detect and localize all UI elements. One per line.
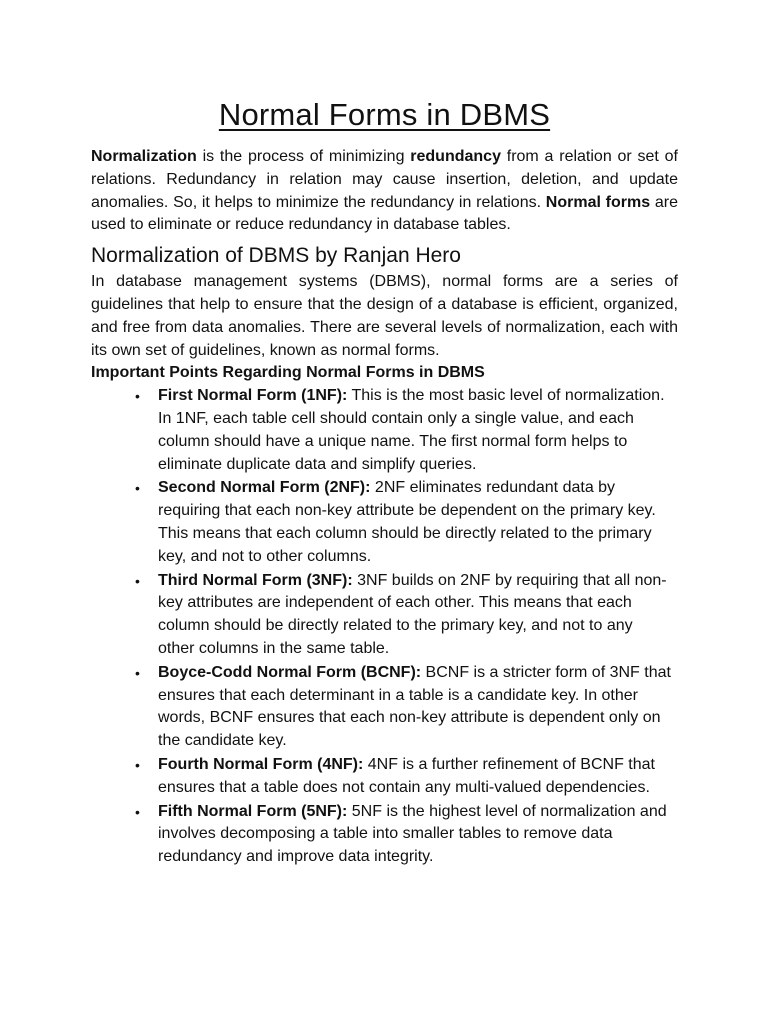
point-label: Fourth Normal Form (4NF): <box>158 755 364 773</box>
point-text: BCNF is a stricter form of 3NF that ensures that each determinant in a table is a candidate key. In other words, BCNF ensures that each non-key attribute is dependent only on the candidate key. <box>158 663 671 750</box>
intro-text-3: are used to eliminate or reduce redundancy in database tables. <box>91 193 678 234</box>
document-page <box>91 96 678 869</box>
list-item-4nf <box>135 754 678 800</box>
point-text: 2NF eliminates redundant data by requiring that each non-key attribute be dependent on the primary key. This means that each column should be directly related to the primary key, and not to other columns. <box>158 479 656 565</box>
intro-paragraph <box>91 146 678 237</box>
bullet-icon: • <box>135 388 140 405</box>
intro-text-1: is the process of minimizing <box>196 148 411 165</box>
intro-text-2: from a relation or set of relations. Redundancy in relation may cause insertion, deletion, and update anomalies. So, it helps to minimize the redundancy in relations. <box>91 148 679 211</box>
bullet-icon: • <box>135 756 140 773</box>
list-item-2nf <box>135 477 678 568</box>
point-label: Fifth Normal Form (5NF): <box>158 802 348 820</box>
point-text: 3NF builds on 2NF by requiring that all non-key attributes are independent of each other. This means that each column should be directly related to the primary key, and not to any other columns in the same table. <box>158 571 667 657</box>
list-item-bcnf <box>135 662 678 753</box>
page-title: Normal Forms in DBMS <box>218 97 551 132</box>
bullet-icon: • <box>135 664 140 681</box>
intro-term-normalization: Normalization <box>91 148 197 165</box>
points-subheading: Important Points Regarding Normal Forms in DBMS <box>91 364 485 382</box>
bullet-icon: • <box>135 572 140 589</box>
point-label: Second Normal Form (2NF): <box>158 479 371 497</box>
point-text: 4NF is a further refinement of BCNF that ensures that a table does not contain any multi-valued dependencies. <box>158 755 655 796</box>
normal-forms-list <box>91 385 678 869</box>
list-item-3nf <box>135 570 678 661</box>
section-heading: Normalization of DBMS by Ranjan Hero <box>91 244 461 268</box>
intro-term-redundancy: redundancy <box>410 148 501 165</box>
intro-term-normal-forms: Normal forms <box>545 193 651 211</box>
point-text: This is the most basic level of normalization. In 1NF, each table cell should contain only a single value, and each column should have a unique name. The first normal form helps to eliminate duplicate data and simplify queries. <box>158 387 665 473</box>
bullet-icon: • <box>135 803 140 820</box>
point-label: Third Normal Form (3NF): <box>158 571 353 589</box>
bullet-icon: • <box>135 480 140 497</box>
section-paragraph: In database management systems (DBMS), normal forms are a series of guidelines that help to ensure that the design of a database is efficient, organized, and free from data anomalies. There are several levels of normalization, each with its own set of guidelines, known as normal forms. <box>91 273 678 359</box>
point-label: First Normal Form (1NF): <box>158 387 348 405</box>
point-text: 5NF is the highest level of normalization and involves decomposing a table into smaller tables to remove data redundancy and improve data integrity. <box>158 802 667 866</box>
list-item-1nf <box>135 385 678 476</box>
point-label: Boyce-Codd Normal Form (BCNF): <box>158 663 422 681</box>
list-item-5nf <box>135 801 678 869</box>
